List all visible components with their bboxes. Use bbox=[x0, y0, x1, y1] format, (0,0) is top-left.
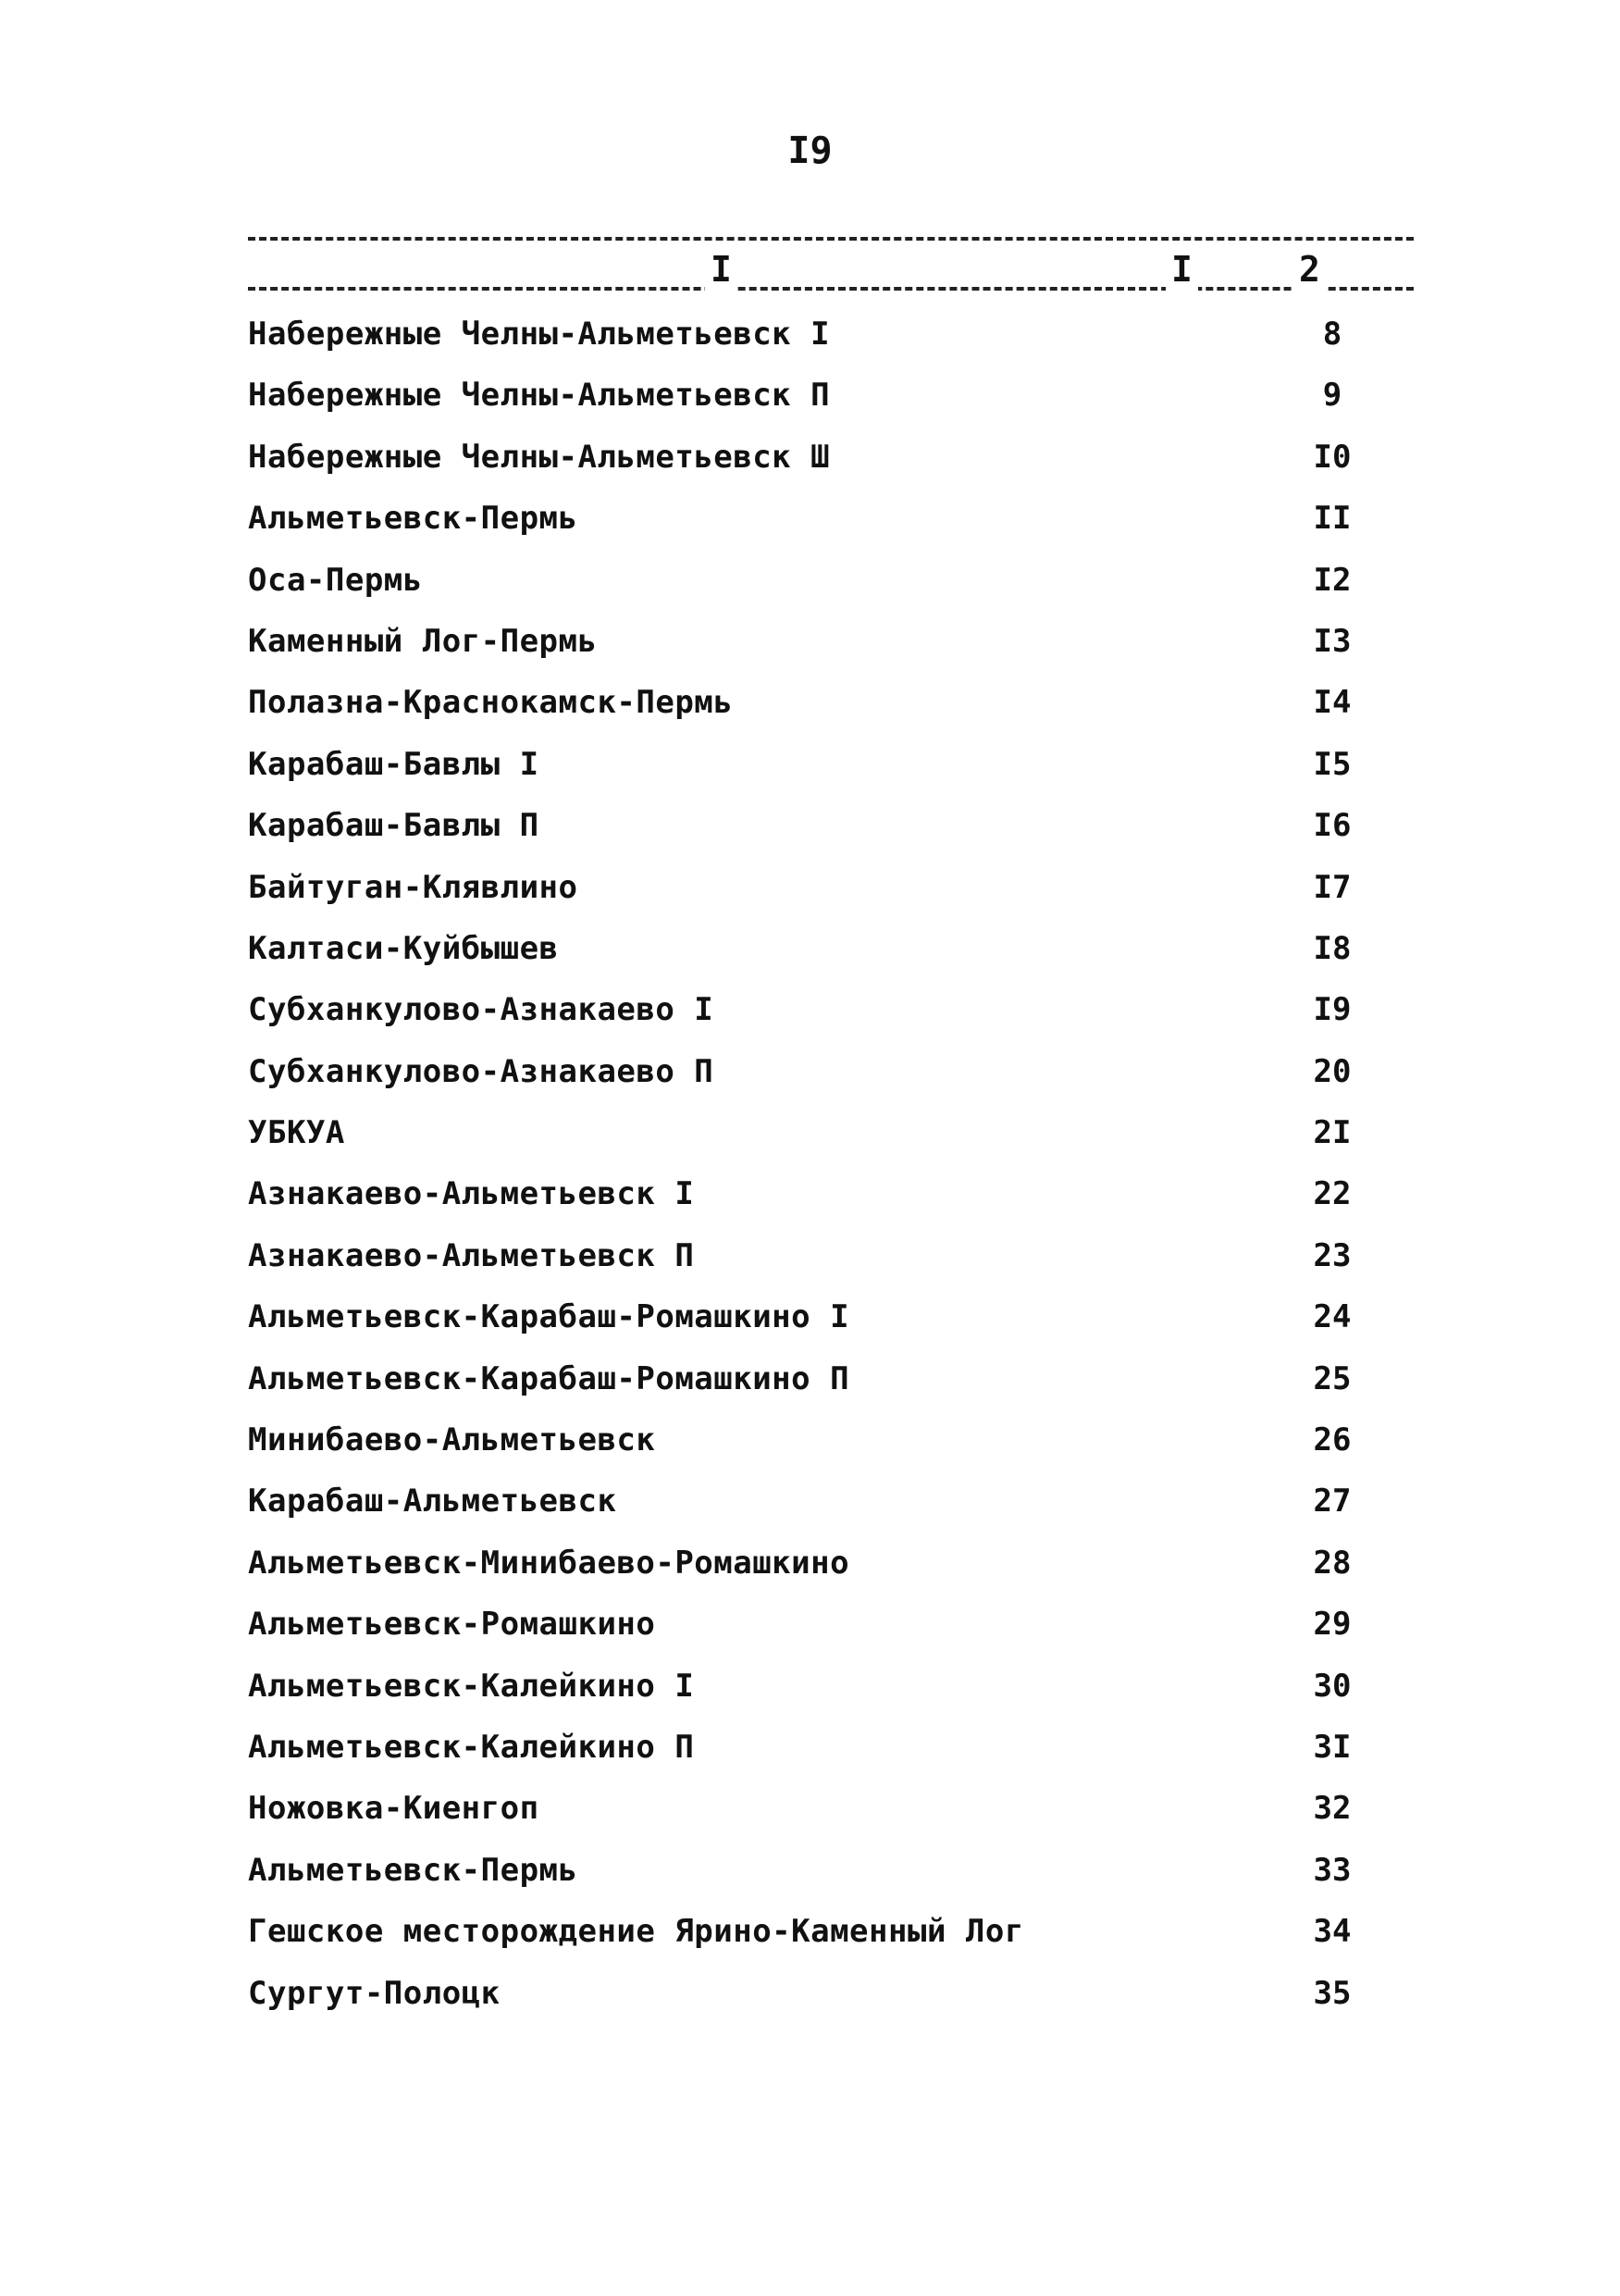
table-row bbox=[248, 370, 1358, 431]
page-reference: II bbox=[1313, 500, 1352, 538]
pipeline-name: Альметьевск-Ромашкино bbox=[248, 1606, 656, 1644]
page-reference: 20 bbox=[1313, 1052, 1352, 1090]
page-reference: 3I bbox=[1313, 1728, 1352, 1766]
pipeline-name: УБКУА bbox=[248, 1114, 345, 1152]
pipeline-name: Карабаш-Бавлы I bbox=[248, 745, 539, 783]
table-row bbox=[248, 739, 1358, 800]
table-row bbox=[248, 432, 1358, 493]
pipeline-name: Альметьевск-Карабаш-Ромашкино П bbox=[248, 1359, 850, 1397]
column-2-header: 2 bbox=[1293, 248, 1326, 291]
page-reference: 25 bbox=[1313, 1359, 1352, 1397]
pipeline-name: Азнакаево-Альметьевск I bbox=[248, 1175, 695, 1213]
pipeline-name: Сургут-Полоцк bbox=[248, 1974, 501, 2012]
pipeline-name: Калтаси-Куйбышев bbox=[248, 929, 559, 967]
page-reference: 32 bbox=[1313, 1790, 1352, 1828]
pipeline-list bbox=[248, 309, 1358, 2029]
table-header-rule bbox=[248, 287, 1414, 291]
page-reference: I5 bbox=[1313, 745, 1352, 783]
pipeline-name: Оса-Пермь bbox=[248, 561, 423, 599]
page-number: I9 bbox=[787, 130, 833, 172]
page-reference: I2 bbox=[1313, 561, 1352, 599]
page-reference: 9 bbox=[1322, 377, 1342, 415]
table-row bbox=[248, 493, 1358, 554]
page-reference: 24 bbox=[1313, 1298, 1352, 1336]
page-reference: 27 bbox=[1313, 1483, 1352, 1520]
table-row bbox=[248, 555, 1358, 616]
column-separator-header: I bbox=[1166, 248, 1198, 291]
table-row bbox=[248, 1599, 1358, 1660]
page-reference: 34 bbox=[1313, 1913, 1352, 1951]
pipeline-name: Каменный Лог-Пермь bbox=[248, 622, 598, 660]
pipeline-name: Карабаш-Бавлы П bbox=[248, 807, 539, 845]
page-reference: 29 bbox=[1313, 1606, 1352, 1644]
page-reference: 22 bbox=[1313, 1175, 1352, 1213]
table-row bbox=[248, 1968, 1358, 2029]
table-row bbox=[248, 1169, 1358, 1230]
table-row bbox=[248, 1661, 1358, 1722]
pipeline-name: Азнакаево-Альметьевск П bbox=[248, 1236, 695, 1274]
pipeline-name: Альметьевск-Калейкино П bbox=[248, 1728, 695, 1766]
page-reference: 33 bbox=[1313, 1851, 1352, 1889]
table-row bbox=[248, 924, 1358, 985]
table-row bbox=[248, 985, 1358, 1046]
page-reference: 23 bbox=[1313, 1236, 1352, 1274]
pipeline-name: Минибаево-Альметьевск bbox=[248, 1421, 656, 1459]
page-reference: 26 bbox=[1313, 1421, 1352, 1459]
pipeline-name: Карабаш-Альметьевск bbox=[248, 1483, 617, 1520]
pipeline-name: Байтуган-Клявлино bbox=[248, 868, 578, 906]
table-row bbox=[248, 1476, 1358, 1537]
table-row bbox=[248, 1292, 1358, 1353]
table-row bbox=[248, 1354, 1358, 1415]
table-row bbox=[248, 1108, 1358, 1169]
table-row bbox=[248, 1047, 1358, 1108]
pipeline-name: Альметьевск-Карабаш-Ромашкино I bbox=[248, 1298, 850, 1336]
page-reference: 28 bbox=[1313, 1544, 1352, 1582]
table-row bbox=[248, 1538, 1358, 1599]
page-reference: I9 bbox=[1313, 991, 1352, 1029]
pipeline-name: Альметьевск-Калейкино I bbox=[248, 1667, 695, 1705]
column-1-header: I bbox=[705, 248, 737, 291]
pipeline-name: Набережные Челны-Альметьевск П bbox=[248, 377, 831, 415]
page-reference: I7 bbox=[1313, 868, 1352, 906]
table-row bbox=[248, 1722, 1358, 1783]
pipeline-name: Субханкулово-Азнакаево I bbox=[248, 991, 714, 1029]
page-reference: I6 bbox=[1313, 807, 1352, 845]
table-top-rule bbox=[248, 237, 1414, 241]
page-reference: 30 bbox=[1313, 1667, 1352, 1705]
table-row bbox=[248, 1415, 1358, 1476]
page-reference: I3 bbox=[1313, 622, 1352, 660]
page-reference: I4 bbox=[1313, 684, 1352, 722]
table-row bbox=[248, 1783, 1358, 1844]
pipeline-name: Субханкулово-Азнакаево П bbox=[248, 1052, 714, 1090]
pipeline-name: Альметьевск-Пермь bbox=[248, 500, 578, 538]
pipeline-name: Полазна-Краснокамск-Пермь bbox=[248, 684, 734, 722]
page-reference: I0 bbox=[1313, 438, 1352, 476]
table-row bbox=[248, 677, 1358, 738]
table-row bbox=[248, 309, 1358, 370]
pipeline-name: Альметьевск-Минибаево-Ромашкино bbox=[248, 1544, 850, 1582]
page-reference: 35 bbox=[1313, 1974, 1352, 2012]
table-row bbox=[248, 800, 1358, 862]
page-reference: 2I bbox=[1313, 1114, 1352, 1152]
pipeline-name: Гешское месторождение Ярино-Каменный Лог bbox=[248, 1913, 1024, 1951]
pipeline-name: Набережные Челны-Альметьевск Ш bbox=[248, 438, 831, 476]
page-reference: I8 bbox=[1313, 929, 1352, 967]
table-row bbox=[248, 863, 1358, 924]
pipeline-name: Набережные Челны-Альметьевск I bbox=[248, 316, 831, 353]
pipeline-name: Ножовка-Киенгоп bbox=[248, 1790, 539, 1828]
table-row bbox=[248, 1231, 1358, 1292]
pipeline-name: Альметьевск-Пермь bbox=[248, 1851, 578, 1889]
page-reference: 8 bbox=[1322, 316, 1342, 353]
table-row bbox=[248, 616, 1358, 677]
table-row bbox=[248, 1906, 1358, 1967]
table-row bbox=[248, 1845, 1358, 1906]
